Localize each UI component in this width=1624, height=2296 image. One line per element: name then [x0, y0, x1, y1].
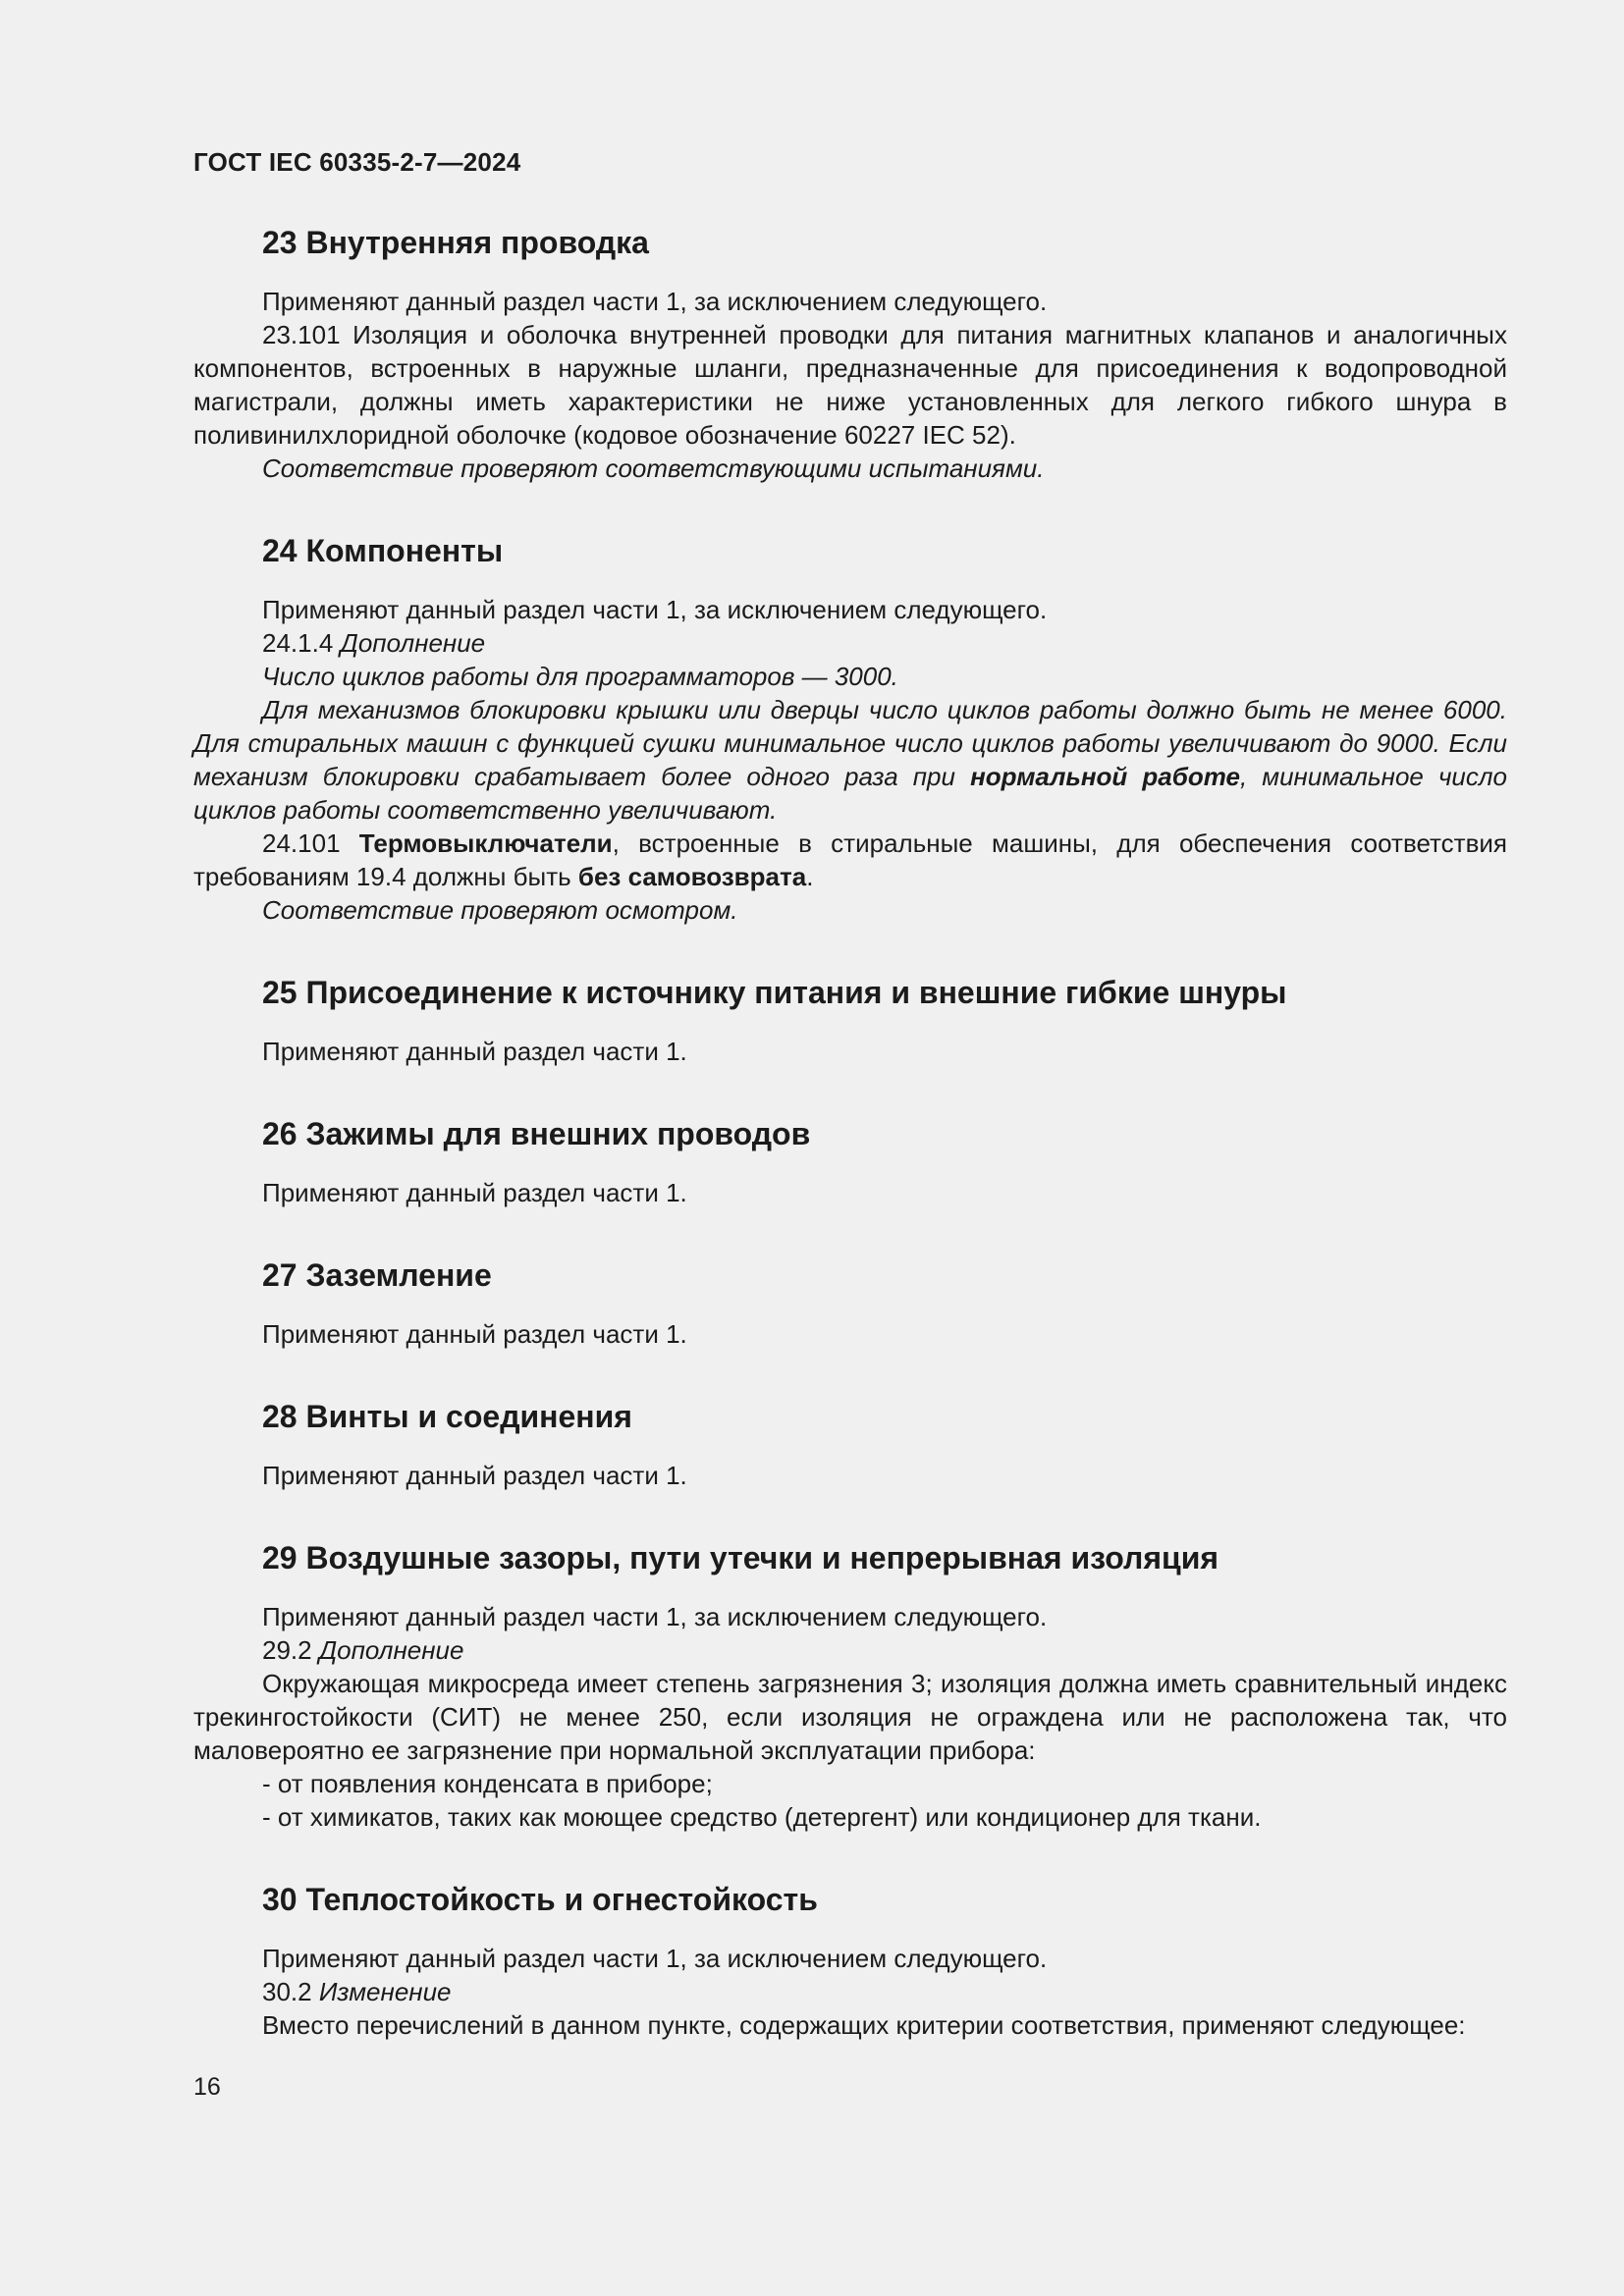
term-bold: нормальной работе [970, 762, 1240, 791]
clause-heading [193, 626, 1507, 660]
clause-number: 24.1.4 [262, 628, 341, 658]
section-26 [193, 1113, 1507, 1209]
clause-number: 30.2 [262, 1977, 319, 2006]
section-title: 28 Винты и соединения [262, 1399, 632, 1434]
section-23 [193, 222, 1507, 485]
paragraph: Применяют данный раздел части 1, за исключением следующего. [262, 1944, 1048, 1973]
clause-label: Дополнение [340, 628, 486, 658]
paragraph [193, 693, 1507, 827]
clause-label: Изменение [318, 1977, 452, 2006]
section-title: 29 Воздушные зазоры, пути утечки и непрерывная изоляция [262, 1540, 1219, 1575]
document-body [193, 222, 1507, 2042]
section-title: 26 Зажимы для внешних проводов [262, 1116, 811, 1151]
paragraph: Применяют данный раздел части 1. [262, 1461, 687, 1490]
text-run: , встроенные в стиральные машины, для обеспечения соответствия требованиям 19.4 должны быть [193, 828, 1507, 891]
term-bold: Термовыключатели [358, 828, 613, 858]
text-run: Для механизмов блокировки крышки или дверцы число циклов работы должно быть не менее 6000. Для стиральных машин с функцией сушки минимальное число циклов работы увеличивают до 9000. Если механизм блокировки срабатывает более одного раза при [193, 695, 1507, 791]
compliance-note: Соответствие проверяют осмотром. [262, 895, 738, 925]
document-header: ГОСТ IEC 60335-2-7—2024 [193, 147, 521, 177]
section-title: 27 Заземление [262, 1257, 492, 1293]
text-run: . [806, 862, 814, 891]
section-title: 30 Теплостойкость и огнестойкость [262, 1882, 818, 1917]
compliance-note: Соответствие проверяют соответствующими испытаниями. [262, 454, 1045, 483]
section-title: 24 Компоненты [262, 533, 504, 568]
paragraph: Применяют данный раздел части 1, за исключением следующего. [262, 1602, 1048, 1631]
paragraph: Вместо перечислений в данном пункте, содержащих критерии соответствия, применяют следующее: [262, 2010, 1466, 2040]
paragraph: Применяют данный раздел части 1. [262, 1178, 687, 1207]
clause-heading [193, 1975, 1507, 2008]
section-28 [193, 1396, 1507, 1492]
text-run: , минимальное число циклов работы соответственно увеличивают. [193, 762, 1508, 825]
paragraph: Применяют данный раздел части 1, за исключением следующего. [262, 287, 1048, 316]
paragraph: Число циклов работы для программаторов — 3000. [262, 662, 898, 691]
paragraph: Окружающая микросреда имеет степень загрязнения 3; изоляция должна иметь сравнительный индекс трекингостойкости (СИТ) не менее 250, если изоляция не ограждена или не расположена так, что маловероятно ее загрязнение при нормальной эксплуатации прибора: [193, 1669, 1507, 1765]
list-item: - от химикатов, таких как моющее средство (детергент) или кондиционер для ткани. [262, 1802, 1262, 1832]
term-bold: без самовозврата [577, 862, 807, 891]
clause-number: 29.2 [262, 1635, 319, 1665]
section-25 [193, 972, 1507, 1068]
list-item: - от появления конденсата в приборе; [262, 1769, 713, 1798]
paragraph: Применяют данный раздел части 1, за исключением следующего. [262, 595, 1048, 624]
section-title: 25 Присоединение к источнику питания и внешние гибкие шнуры [262, 975, 1287, 1010]
section-29 [193, 1537, 1507, 1834]
paragraph: Применяют данный раздел части 1. [262, 1319, 687, 1349]
section-27 [193, 1255, 1507, 1351]
section-title: 23 Внутренняя проводка [262, 225, 649, 260]
text-run: 24.101 [262, 828, 359, 858]
section-24 [193, 530, 1507, 927]
clause-label: Дополнение [318, 1635, 464, 1665]
page-number: 16 [193, 2073, 221, 2101]
section-30 [193, 1879, 1507, 2042]
paragraph: 23.101 Изоляция и оболочка внутренней проводки для питания магнитных клапанов и аналогичных компонентов, встроенных в наружные шланги, предназначенные для присоединения к водопроводной магистрали, должны иметь характеристики не ниже установленных для легкого гибкого шнура в поливинилхлоридной оболочке (кодовое обозначение 60227 IEC 52). [193, 320, 1507, 450]
paragraph: Применяют данный раздел части 1. [262, 1037, 687, 1066]
paragraph [193, 827, 1507, 893]
clause-heading [193, 1633, 1507, 1667]
